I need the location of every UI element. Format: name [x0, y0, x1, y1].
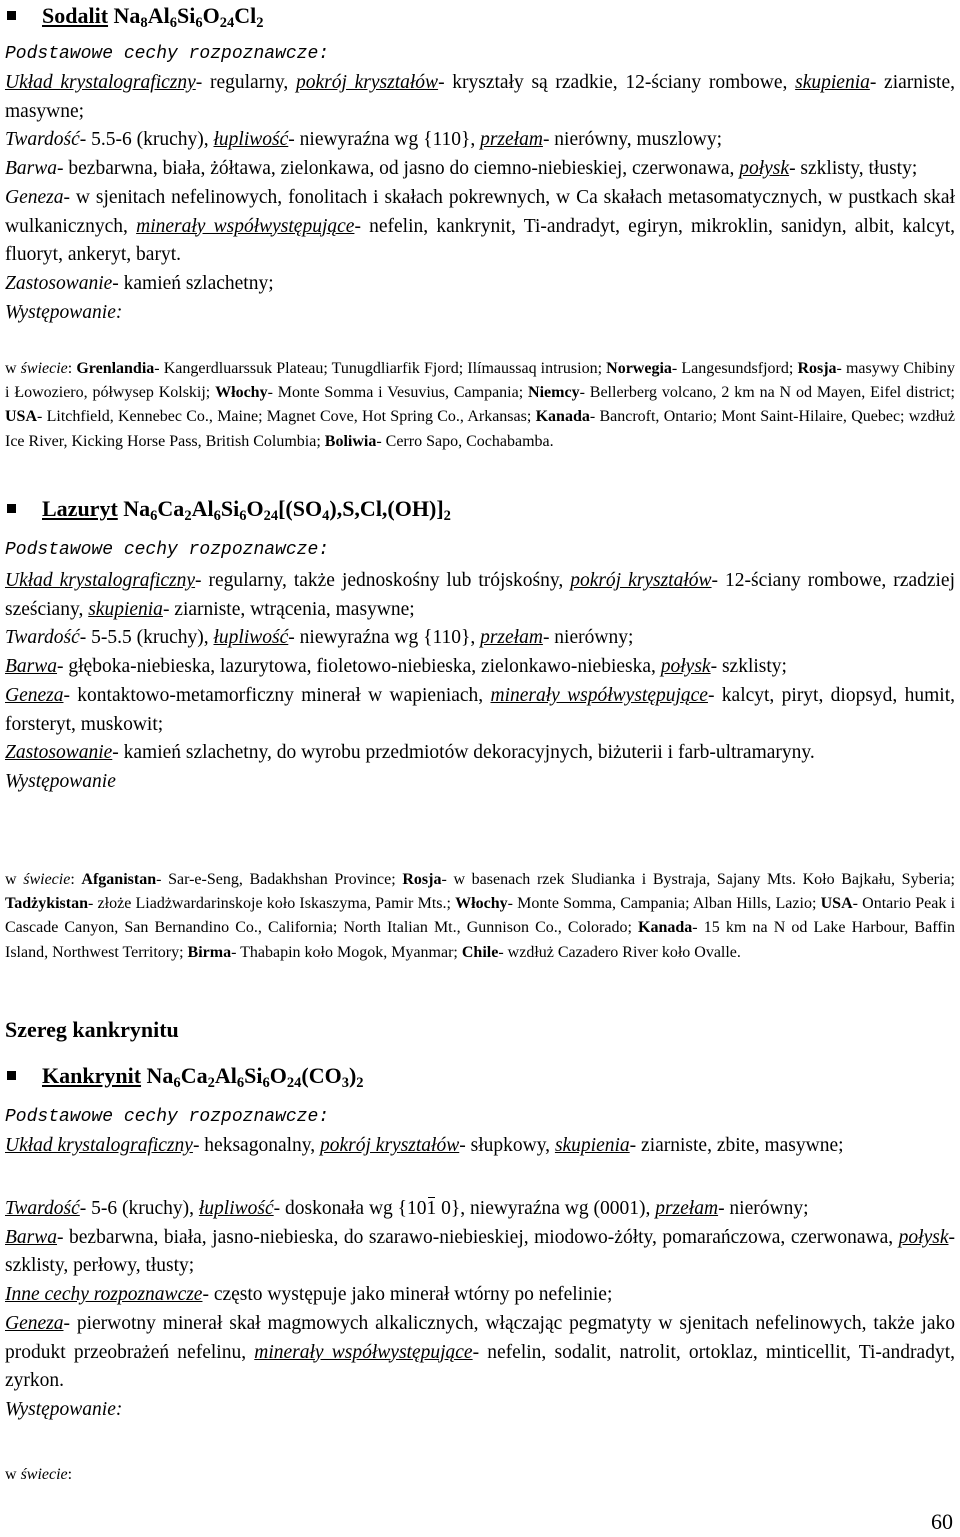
chemical-formula: $Na_6Ca_2Al_6Si_6O_{24}(CO_3)_2$: [146, 1063, 364, 1092]
mineral-name[interactable]: Lazuryt: [42, 496, 118, 521]
occurrence-list: w świecie:: [5, 1466, 73, 1483]
mineral-heading-kankrynit: [7, 1062, 364, 1090]
overbar-digit: 1: [427, 1195, 437, 1224]
features-body-2: Twardość- 5-6 (kruchy), łupliwość- doskonała wg {101 0}, niewyraźna wg (0001), przełam- nierówny; Barwa- bezbarwna, biała, jasno-niebieska, do szarawo-niebieskiej, miodowo-żółty, pomarańczowa, czerwonawa, połysk- szklisty, perłowy, tłusty; Inne cechy rozpoznawcze- często występuje jako minerał wtórny po nefelinie; Geneza- pierwotny minerał skał magmowych alkalicznych, włączając pegmatyty w sjenitach nefelinowych, także jako produkt przeobrażeń nefelinu, minerały współwystępujące- nefelin, sodalit, natrolit, ortoklaz, minticellit, Ti-andradyt, zyrkon. Występowanie:: [5, 1195, 955, 1425]
features-body: Układ krystalograficzny- regularny, także jednoskośny lub trójskośny, pokrój kryształów- 12-ściany rombowe, rzadziej sześciany, skupienia- ziarniste, wtrącenia, masywne; Twardość- 5-5.5 (kruchy), łupliwość- niewyraźna wg {110}, przełam- nierówny; Barwa- głęboka-niebieska, lazurytowa, fioletowo-niebieska, zielonkawo-niebieska, połysk- szklisty; Geneza- kontaktowo-metamorficzny minerał w wapieniach, minerały współwystępujące- kalcyt, piryt, diopsyd, humit, forsteryt, muskowit; Zastosowanie- kamień szlachetny, do wyrobu przedmiotów dekoracyjnych, biżuterii i farb-ultramaryny. Występowanie: [5, 570, 955, 792]
group-heading: Szereg kankrynitu: [5, 1017, 179, 1042]
mineral-heading-sodalit: [7, 2, 263, 30]
features-body: Układ krystalograficzny- regularny, pokrój kryształów- kryształy są rzadkie, 12-ściany rombowe, skupienia- ziarniste, masywne; Twardość- 5.5-6 (kruchy), łupliwość- niewyraźna wg {110}, przełam- nierówny, muszlowy; Barwa- bezbarwna, biała, żółtawa, zielonkawa, od jasno do ciemno-niebieskiej, czerwonawa, połysk- szklisty, tłusty; Geneza- w sjenitach nefelinowych, fonolitach i skałach pokrewnych, w Ca skałach metasomatycznych, w pustkach skał wulkanicznych, minerały współwystępujące- nefelin, kankrynit, Ti-andradyt, egiryn, mikroklin, sanidyn, albit, kalcyt, fluoryt, ankeryt, baryt. Zastosowanie- kamień szlachetny; Występowanie:: [5, 72, 955, 323]
bullet-icon: [7, 1071, 16, 1080]
chemical-formula: $Na_8Al_6Si_6O_{24}Cl_2$: [113, 3, 264, 32]
page-number: 60: [931, 1509, 953, 1534]
mineral-heading-lazuryt: [7, 495, 451, 523]
occurrence-list: w świecie: Grenlandia- Kangerdluarssuk Plateau; Tunugdliarfik Fjord; Ilímaussaq intrusion; Norwegia- Langesundsfjord; Rosja- masywy Chibiny i Łowoziero, półwysep Kolskij; Włochy- Monte Somma i Vesuvius, Campania; Niemcy- Bellerberg volcano, 2 km na N od Mayen, Eifel district; USA- Litchfield, Kennebec Co., Maine; Magnet Cove, Hot Spring Co., Arkansas; Kanada- Bancroft, Ontario; Mont Saint-Hilaire, Quebec; wzdłuż Ice River, Kicking Horse Pass, British Columbia; Boliwia- Cerro Sapo, Cochabamba.: [5, 360, 956, 450]
features-body: Układ krystalograficzny- heksagonalny, pokrój kryształów- słupkowy, skupienia- ziarniste, zbite, masywne;: [5, 1135, 844, 1156]
features-heading: Podstawowe cechy rozpoznawcze:: [5, 540, 330, 560]
occurrence-label: Występowanie:: [5, 1398, 123, 1420]
features-heading: Podstawowe cechy rozpoznawcze:: [5, 1107, 330, 1127]
bullet-icon: [7, 11, 16, 20]
mineral-name[interactable]: Kankrynit: [42, 1063, 142, 1088]
bullet-icon: [7, 504, 16, 513]
chemical-formula: $Na_6Ca_2Al_6Si_6O_{24}[(SO_4),S,Cl,(OH)]_2$: [123, 496, 451, 525]
occurrence-label: Występowanie: [5, 770, 116, 792]
mineral-name[interactable]: Sodalit: [42, 3, 109, 28]
occurrence-label: Występowanie:: [5, 301, 123, 323]
occurrence-list: w świecie: Afganistan- Sar-e-Seng, Badakhshan Province; Rosja- w basenach rzek Sludianka i Bystraja, Sajany Mts. Koło Bajkału, Syberia; Tadżykistan- złoże Liadżwardarinskoje koło Iskaszyma, Pamir Mts.; Włochy- Monte Somma, Campania; Alban Hills, Lazio; USA- Ontario Peak i Cascade Canyon, San Bernandino Co., California; North Italian Mt., Gunnison Co., Colorado; Kanada- 15 km na N od Lake Harbour, Baffin Island, Northwest Territory; Birma- Thabapin koło Mogok, Myanmar; Chile- wzdłuż Cazadero River koło Ovalle.: [5, 871, 956, 961]
features-heading: Podstawowe cechy rozpoznawcze:: [5, 44, 330, 64]
